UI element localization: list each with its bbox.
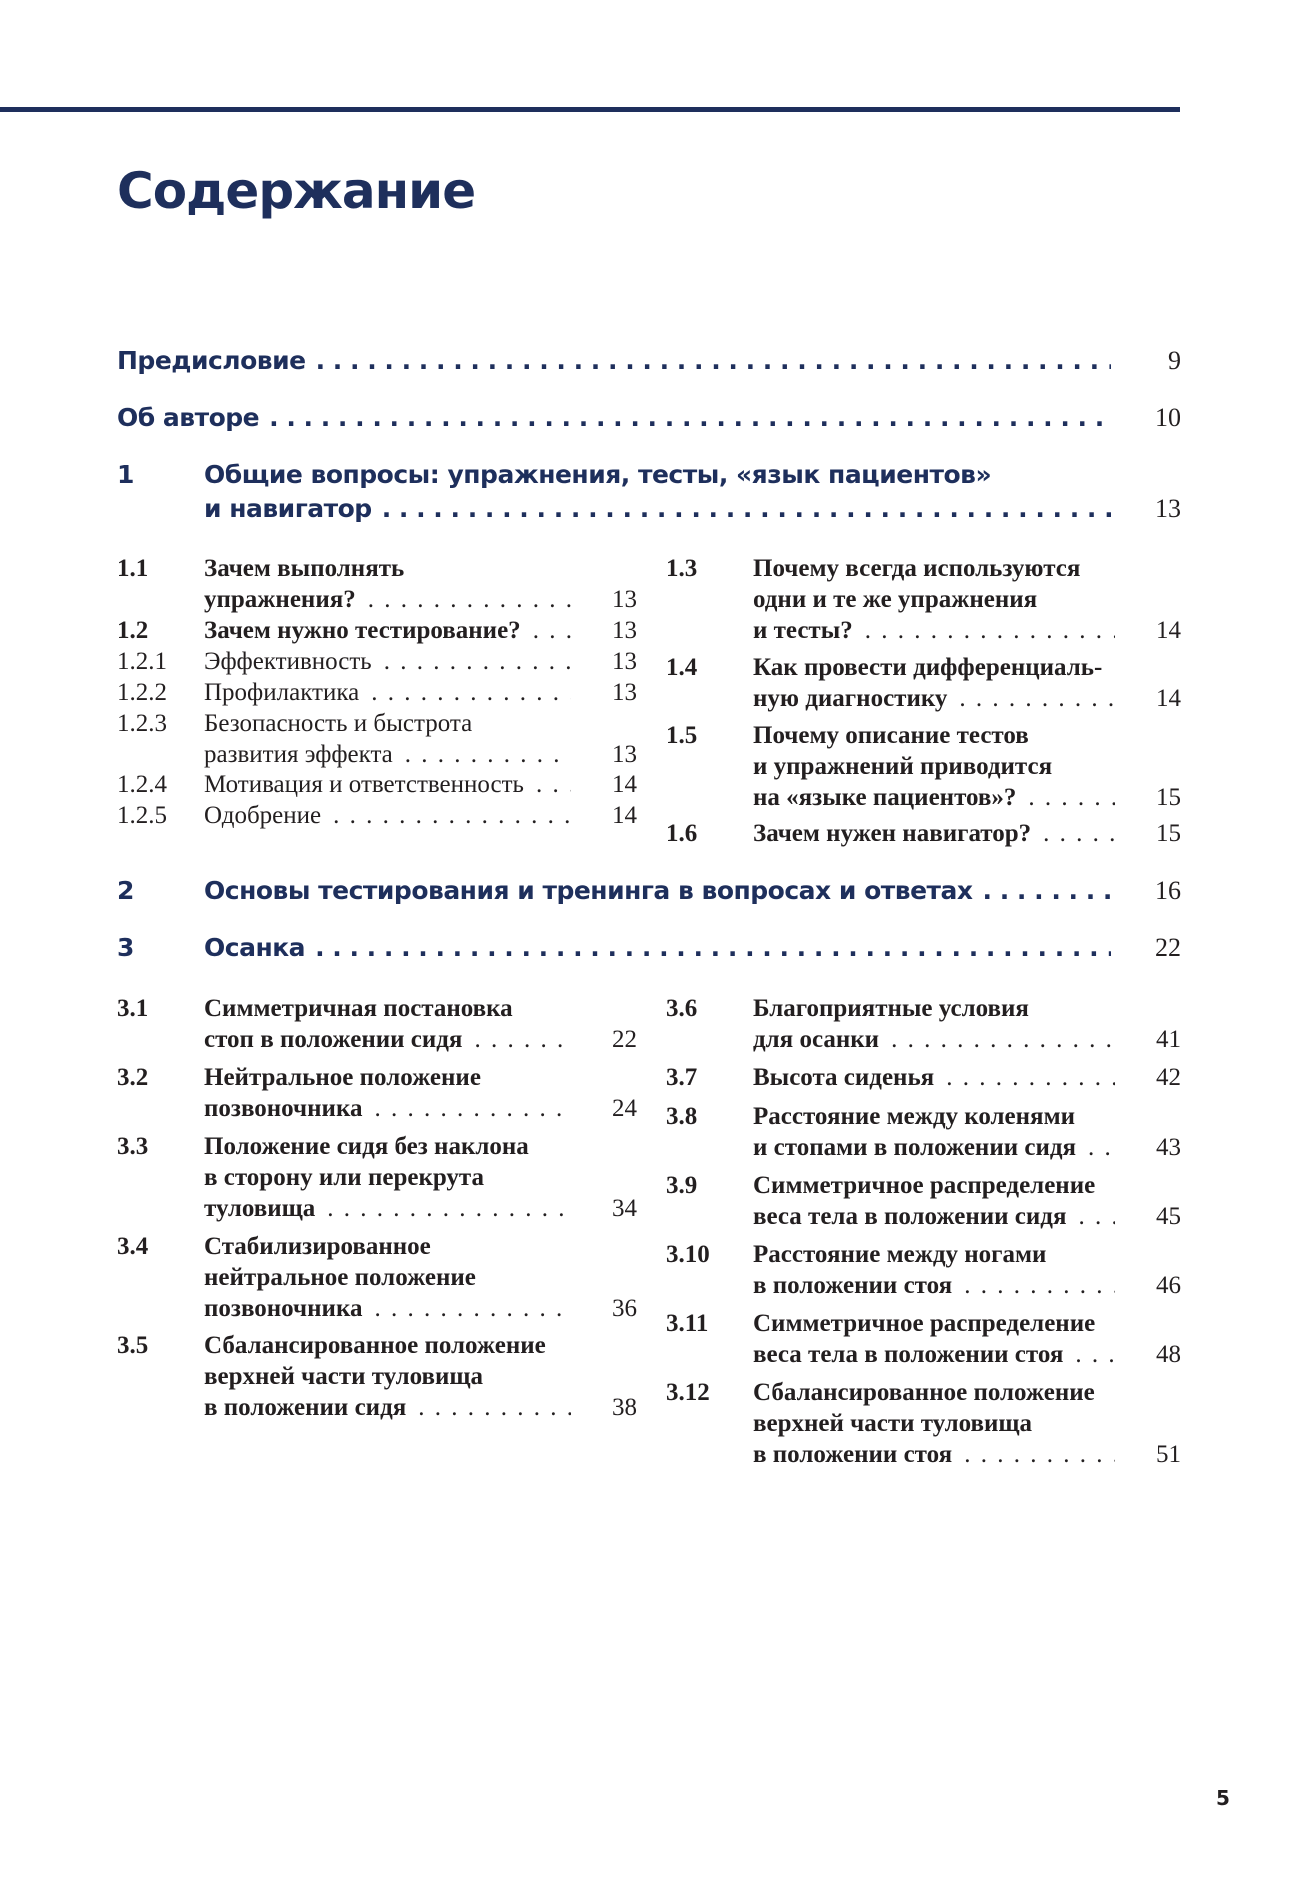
toc-subentry[interactable]	[666, 720, 1181, 812]
toc-subentry-text: в сторону или перекрута	[204, 1164, 485, 1191]
dot-leader	[533, 615, 571, 646]
toc-subentry-text: Одобрение	[204, 802, 322, 829]
toc-subentry-page: 22	[612, 1026, 637, 1053]
toc-subentry-text: Высота сиденья	[753, 1064, 935, 1091]
dot-leader	[374, 1093, 571, 1124]
toc-subentry-page: 13	[612, 678, 637, 706]
dot-leader	[959, 683, 1115, 714]
toc-subentry[interactable]	[117, 615, 637, 646]
dot-leader	[405, 739, 571, 770]
toc-subentry-page: 15	[1156, 820, 1181, 847]
toc-subentry-text: позвоночника	[204, 1294, 363, 1322]
toc-subentry-number: 3.3	[117, 1133, 149, 1160]
dot-leader	[1043, 818, 1115, 849]
toc-subentry[interactable]	[666, 652, 1181, 713]
toc-subentry[interactable]	[666, 1239, 1181, 1300]
dot-leader	[536, 769, 571, 800]
toc-subentry-number: 3.2	[117, 1064, 149, 1091]
toc-subentry-number: 1.2.4	[117, 771, 167, 798]
toc-subentry-text: Почему всегда используются	[753, 555, 1081, 582]
toc-subentry-number: 1.4	[666, 653, 698, 681]
toc-entry-page: 13	[1155, 494, 1181, 523]
toc-subentry-number: 3.5	[117, 1332, 149, 1359]
toc-subentry[interactable]	[117, 1062, 637, 1123]
toc-subentry-page: 14	[612, 802, 637, 829]
toc-subentry-text: Сбалансированное положение	[753, 1378, 1095, 1406]
toc-subentry-page: 13	[612, 586, 637, 613]
toc-subentry-text: Зачем выполнять	[204, 555, 405, 582]
toc-subentry-number: 3.12	[666, 1378, 710, 1406]
toc-subentry-page: 13	[612, 616, 637, 644]
toc-entry-label: Основы тестирования и тренинга в вопросах и ответах	[204, 876, 973, 905]
toc-subentry-text: на «языке пациентов»?	[753, 783, 1017, 811]
toc-subentry-page: 36	[612, 1294, 637, 1322]
toc-subentry-text: и тесты?	[753, 617, 853, 644]
chapter-1-title-line1[interactable]: Общие вопросы: упражнения, тесты, «язык пациентов»	[204, 460, 992, 489]
toc-subentry-page: 13	[612, 647, 637, 675]
toc-subentry-text: Зачем нужен навигатор?	[753, 820, 1032, 847]
toc-subentry-text: ную диагностику	[753, 684, 948, 712]
top-rule	[0, 107, 1180, 112]
chapter-1-title-line2[interactable]	[204, 494, 1181, 524]
toc-subentry-text: развития эффекта	[204, 740, 393, 768]
toc-subentry-text: одни и те же упражнения	[753, 586, 1038, 613]
toc-subentry[interactable]	[117, 1330, 637, 1422]
toc-subentry-text: Профилактика	[204, 678, 360, 706]
toc-subentry-page: 15	[1156, 783, 1181, 811]
chapter-2-entry[interactable]	[204, 876, 1181, 906]
dot-leader	[1088, 1132, 1115, 1163]
toc-subentry-text: Эффективность	[204, 647, 372, 675]
toc-subentry[interactable]	[117, 769, 637, 800]
toc-entry-page: 9	[1168, 346, 1181, 375]
toc-subentry-text: стоп в положении сидя	[204, 1026, 463, 1053]
toc-subentry-page: 13	[612, 740, 637, 768]
toc-subentry-text: Благоприятные условия	[753, 995, 1029, 1022]
page-number: 5	[1216, 1786, 1230, 1810]
dot-leader	[315, 933, 1111, 962]
toc-subentry[interactable]	[666, 553, 1181, 645]
toc-subentry-text: Сбалансированное положение	[204, 1332, 546, 1359]
toc-subentry-number: 1.1	[117, 555, 149, 582]
toc-subentry-text: Зачем нужно тестирование?	[204, 616, 521, 644]
toc-subentry-text: в положении стоя	[753, 1271, 953, 1299]
toc-subentry-page: 45	[1156, 1202, 1181, 1230]
dot-leader	[333, 800, 571, 831]
toc-subentry[interactable]	[666, 818, 1181, 849]
toc-subentry-page: 48	[1156, 1340, 1181, 1368]
toc-subentry-text: в положении сидя	[204, 1394, 407, 1421]
toc-entry-label: Предисловие	[117, 346, 306, 375]
toc-subentry-text: Как провести дифференциаль-	[753, 653, 1103, 681]
toc-subentry-text: веса тела в положении стоя	[753, 1340, 1064, 1368]
toc-subentry-number: 1.2.1	[117, 647, 167, 675]
toc-entry-page: 22	[1155, 933, 1181, 962]
toc-subentry-number: 3.4	[117, 1232, 149, 1260]
toc-entry-page: 16	[1155, 876, 1181, 905]
dot-leader	[983, 876, 1111, 905]
toc-subentry[interactable]	[117, 677, 637, 708]
toc-subentry-number: 3.1	[117, 995, 149, 1022]
chapter-2-number: 2	[117, 876, 134, 905]
toc-subentry-text: Безопасность и быстрота	[204, 709, 473, 737]
toc-subentry-number: 1.2.3	[117, 709, 167, 737]
chapter-1-number: 1	[117, 460, 134, 489]
toc-subentry-text: Почему описание тестов	[753, 721, 1029, 749]
dot-leader	[269, 403, 1111, 432]
toc-subentry-text: Симметричное распределение	[753, 1171, 1096, 1199]
toc-entry-page: 10	[1155, 403, 1181, 432]
toc-subentry-page: 34	[612, 1195, 637, 1222]
toc-subentry-page: 38	[612, 1394, 637, 1421]
dot-leader	[382, 494, 1111, 523]
toc-subentry-text: в положении стоя	[753, 1440, 953, 1468]
toc-subentry-text: упражнения?	[204, 586, 356, 613]
toc-subentry-text: Нейтральное положение	[204, 1064, 481, 1091]
toc-subentry-text: Расстояние между коленями	[753, 1102, 1075, 1130]
page-title: Содержание	[117, 162, 476, 220]
toc-subentry-number: 1.3	[666, 555, 698, 582]
toc-subentry[interactable]	[117, 646, 637, 677]
toc-entry-label: Об авторе	[117, 403, 260, 432]
toc-subentry-number: 3.6	[666, 995, 698, 1022]
toc-subentry[interactable]	[117, 1231, 637, 1323]
dot-leader	[891, 1024, 1115, 1055]
dot-leader	[1028, 782, 1115, 813]
dot-leader	[946, 1062, 1115, 1093]
dot-leader	[371, 677, 571, 708]
toc-subentry-number: 1.5	[666, 721, 698, 749]
toc-subentry-page: 14	[1156, 684, 1181, 712]
toc-subentry[interactable]	[117, 553, 637, 614]
toc-subentry-text: позвоночника	[204, 1095, 363, 1122]
toc-subentry-text: Стабилизированное	[204, 1232, 431, 1260]
toc-subentry-text: Расстояние между ногами	[753, 1240, 1047, 1268]
chapter-3-entry[interactable]	[204, 933, 1181, 963]
toc-entry-label: Осанка	[204, 933, 306, 962]
toc-subentry-page: 42	[1156, 1064, 1181, 1091]
toc-subentry[interactable]	[666, 1377, 1181, 1469]
toc-subentry-text: Положение сидя без наклона	[204, 1133, 529, 1160]
toc-entry-about-author[interactable]	[117, 403, 1181, 433]
toc-subentry-number: 3.7	[666, 1064, 698, 1091]
toc-subentry-number: 3.11	[666, 1309, 709, 1337]
dot-leader	[368, 584, 571, 615]
toc-subentry-page: 24	[612, 1095, 637, 1122]
toc-subentry-number: 1.2.5	[117, 802, 167, 829]
dot-leader	[327, 1193, 571, 1224]
toc-subentry[interactable]	[666, 993, 1181, 1054]
toc-subentry-number: 3.10	[666, 1240, 710, 1268]
toc-subentry-text: для осанки	[753, 1026, 880, 1053]
toc-subentry[interactable]	[117, 800, 637, 831]
toc-subentry-page: 46	[1156, 1271, 1181, 1299]
chapter-3-number: 3	[117, 933, 134, 962]
dot-leader	[1078, 1201, 1115, 1232]
toc-subentry-text: Симметричная постановка	[204, 995, 513, 1022]
toc-entry-label: и навигатор	[204, 494, 372, 523]
toc-subentry-text: Симметричное распределение	[753, 1309, 1096, 1337]
dot-leader	[474, 1024, 571, 1055]
toc-subentry[interactable]	[117, 708, 637, 769]
toc-subentry-number: 1.2	[117, 616, 149, 644]
toc-subentry[interactable]	[666, 1101, 1181, 1162]
toc-subentry-text: и стопами в положении сидя	[753, 1133, 1077, 1161]
toc-subentry[interactable]	[666, 1170, 1181, 1231]
toc-subentry-page: 14	[1156, 617, 1181, 644]
dot-leader	[964, 1439, 1115, 1470]
toc-subentry-number: 3.9	[666, 1171, 698, 1199]
toc-subentry-text: верхней части туловища	[204, 1363, 484, 1390]
toc-subentry[interactable]	[666, 1062, 1181, 1093]
toc-subentry-number: 3.8	[666, 1102, 698, 1130]
toc-subentry-text: веса тела в положении сидя	[753, 1202, 1067, 1230]
dot-leader	[374, 1293, 571, 1324]
toc-subentry-text: туловища	[204, 1195, 316, 1222]
dot-leader	[964, 1270, 1115, 1301]
toc-entry-preface[interactable]	[117, 346, 1181, 376]
toc-subentry-page: 51	[1156, 1440, 1181, 1468]
toc-subentry-text: нейтральное положение	[204, 1263, 476, 1291]
toc-subentry-text: и упражнений приводится	[753, 752, 1053, 780]
toc-subentry[interactable]	[666, 1308, 1181, 1369]
toc-subentry-page: 14	[612, 771, 637, 798]
dot-leader	[418, 1392, 571, 1423]
toc-subentry-number: 1.2.2	[117, 678, 167, 706]
toc-subentry-text: верхней части туловища	[753, 1409, 1033, 1437]
toc-subentry-number: 1.6	[666, 820, 698, 847]
dot-leader	[316, 346, 1111, 375]
dot-leader	[865, 615, 1115, 646]
dot-leader	[1075, 1339, 1115, 1370]
toc-subentry-text: Мотивация и ответственность	[204, 771, 524, 798]
toc-subentry-page: 43	[1156, 1133, 1181, 1161]
toc-subentry[interactable]	[117, 1131, 637, 1223]
toc-subentry-page: 41	[1156, 1026, 1181, 1053]
dot-leader	[384, 646, 571, 677]
toc-subentry[interactable]	[117, 993, 637, 1054]
